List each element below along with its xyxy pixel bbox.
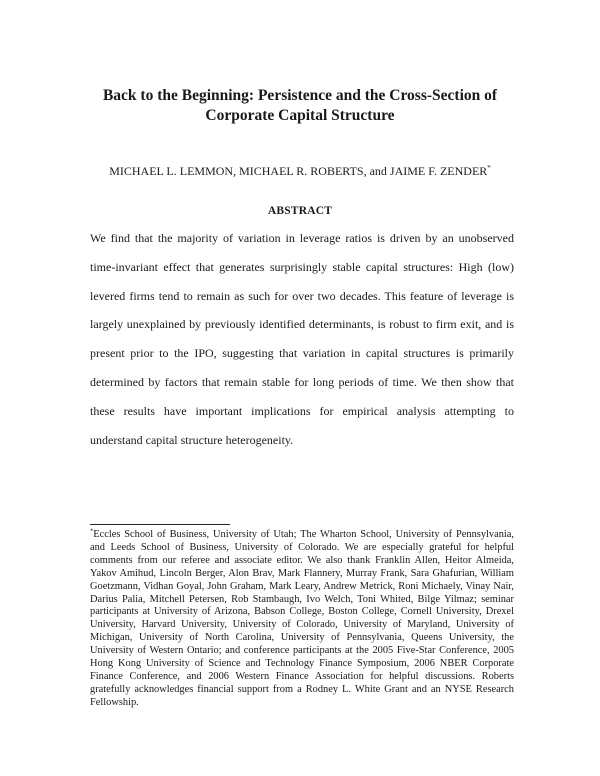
author-list (40, 164, 560, 178)
paper-title-line-1: Back to the Beginning: Persistence and the Cross-Section of (102, 87, 498, 104)
footnote-text: Eccles School of Business, University of Utah; The Wharton School, University of Pennsylvania, and Leeds School of Business, University of Colorado. We are especially grateful for helpful comments from our referee and associate editor. We also thank Franklin Allen, Heitor Almeida, Yakov Amihud, Lincoln Berger, Alon Brav, Mark Flannery, Murray Frank, Sara Ghafurian, William Goetzmann, Vidhan Goyal, John Graham, Mark Leary, Andrew Metrick, Roni Michaely, Vinay Nair, Darius Palia, Mitchell Petersen, Rob Stambaugh, Ivo Welch, Toni Whited, Bilge Yilmaz; seminar participants at University of Arizona, Babson College, Boston College, Cornell University, Drexel University, Harvard University, University of Colorado, University of Maryland, University of Michigan, University of North Carolina, University of Pennsylvania, Queens University, the University of Western Ontario; and conference participants at the 2005 Five-Star Conference, 2005 Hong Kong University of Science and Technology Finance Symposium, 2006 NBER Corporate Finance Conference, and 2006 Western Finance Association for helpful discussions. Roberts gratefully acknowledges financial support from a Rodney L. White Grant and an NYSE Research Fellowship. (90, 529, 514, 708)
abstract-heading: ABSTRACT (267, 205, 333, 217)
footnote-marker: * (90, 527, 94, 535)
author-names: MICHAEL L. LEMMON, MICHAEL R. ROBERTS, and JAIME F. ZENDER (109, 164, 488, 178)
author-footnote-marker: * (487, 164, 491, 172)
paper-title-line-2: Corporate Capital Structure (205, 107, 395, 124)
footnote (90, 529, 514, 710)
abstract-body: We find that the majority of variation in leverage ratios is driven by an unobserved time-invariant effect that generates surprisingly stable capital structures: High (low) levered firms tend to remain as such for over two decades. This feature of leverage is largely unexplained by previously identified determinants, is robust to firm exit, and is present prior to the IPO, suggesting that variation in capital structures is primarily determined by factors that remain stable for long periods of time. We then show that these results have important implications for empirical analysis attempting to understand capital structure heterogeneity. (90, 231, 514, 447)
footnote-divider (90, 524, 230, 525)
paper-title (60, 86, 540, 126)
